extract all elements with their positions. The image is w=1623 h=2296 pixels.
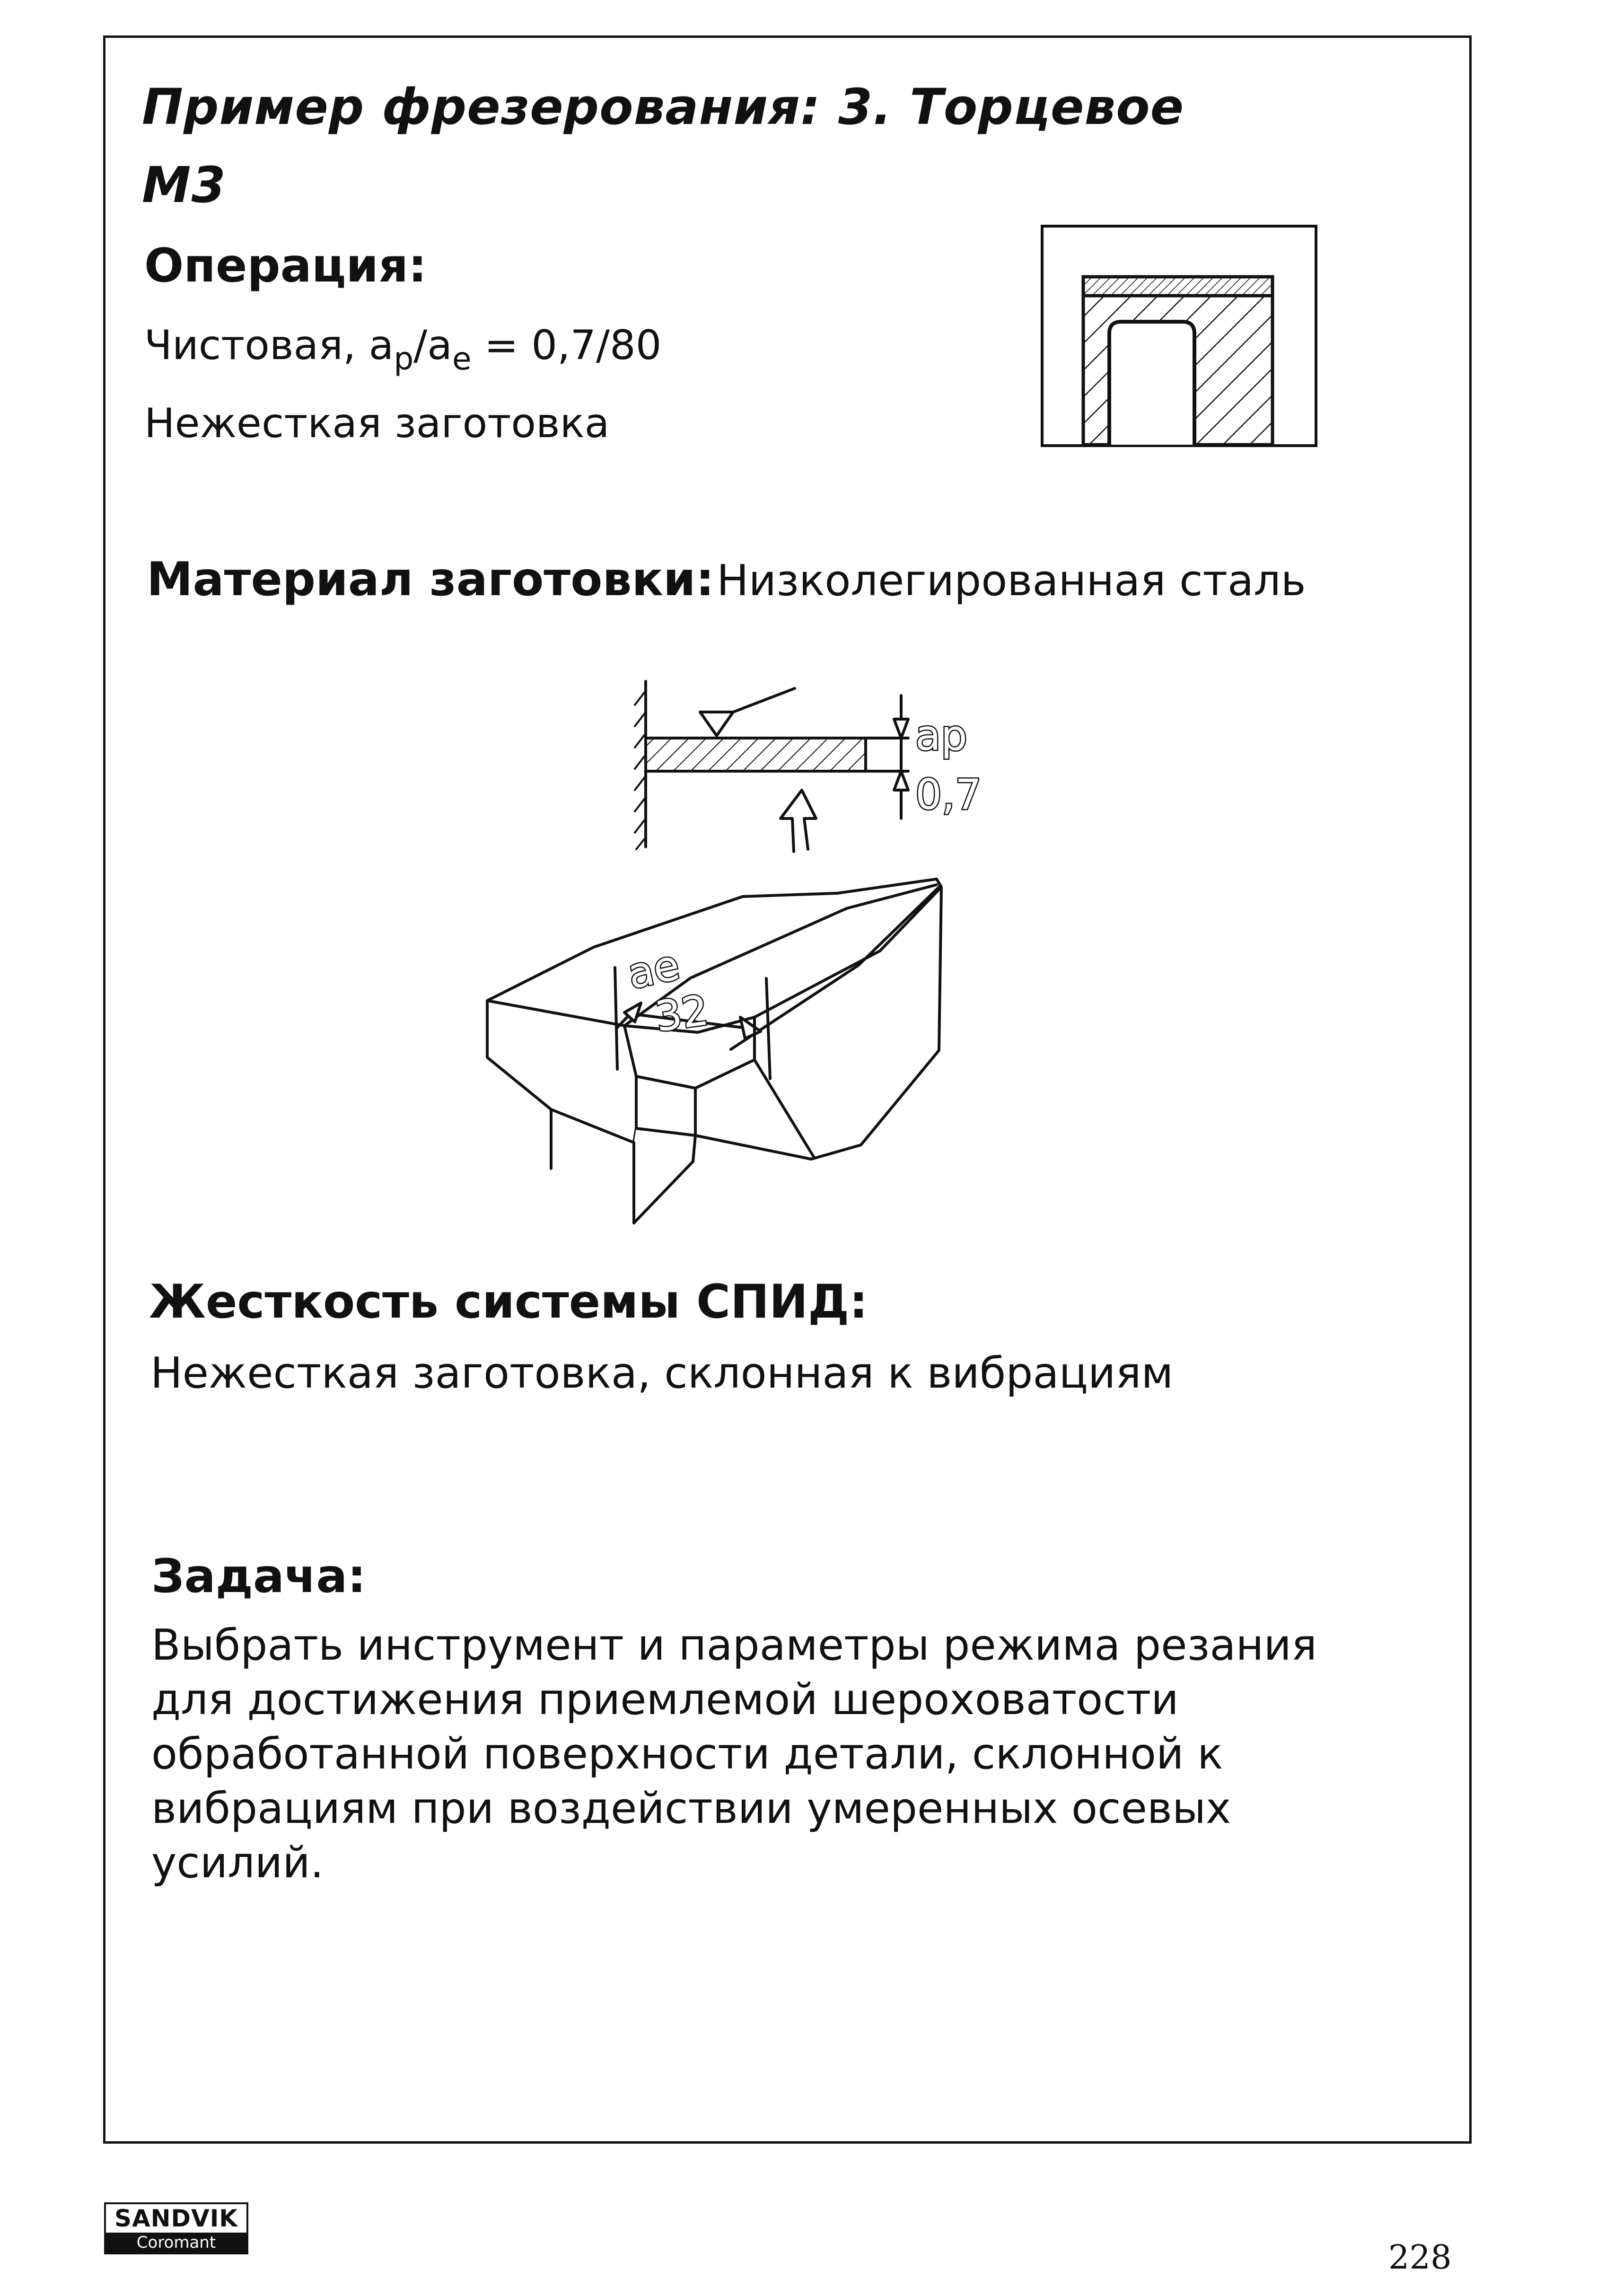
ap-value: 0,7 xyxy=(915,770,982,819)
ae-value: 32 xyxy=(652,985,711,1041)
operation-sub-p: p xyxy=(394,341,414,377)
task-text: Выбрать инструмент и параметры режима резания для достижения приемлемой шероховатости обработанной поверхности детали, склонной к вибрациям при воздействии умеренных осевых усилий. xyxy=(151,1620,1317,1888)
material-line xyxy=(147,553,1306,607)
material-value: Низколегированная сталь xyxy=(716,556,1306,606)
operation-line-2: Нежесткая заготовка xyxy=(144,400,610,447)
rigidity-text: Нежесткая заготовка, склонная к вибрациям xyxy=(150,1348,1174,1398)
sandvik-logo xyxy=(104,2202,248,2254)
logo-bottom: Coromant xyxy=(106,2233,246,2252)
ap-label: ap xyxy=(915,711,967,760)
operation-line-1-suffix: = 0,7/80 xyxy=(471,322,662,369)
milling-diagram xyxy=(468,662,1045,1230)
page-title: Пример фрезерования: 3. Торцевое xyxy=(142,78,1184,136)
material-label: Материал заготовки: xyxy=(147,553,714,607)
operation-line-1-prefix: Чистовая, a xyxy=(144,322,394,369)
operation-line-1-mid: /a xyxy=(413,322,452,369)
logo-top: SANDVIK xyxy=(114,2205,238,2232)
task-heading: Задача: xyxy=(151,1549,366,1603)
page-number: 228 xyxy=(1388,2238,1452,2277)
ae-label: ae xyxy=(623,940,684,999)
workpiece-profile-pictogram xyxy=(1041,225,1317,447)
operation-sub-e: e xyxy=(452,341,472,377)
operation-heading: Операция: xyxy=(144,239,427,293)
rigidity-heading: Жесткость системы СПИД: xyxy=(149,1275,868,1329)
operation-line-1 xyxy=(144,322,662,377)
example-code: М3 xyxy=(142,156,226,214)
